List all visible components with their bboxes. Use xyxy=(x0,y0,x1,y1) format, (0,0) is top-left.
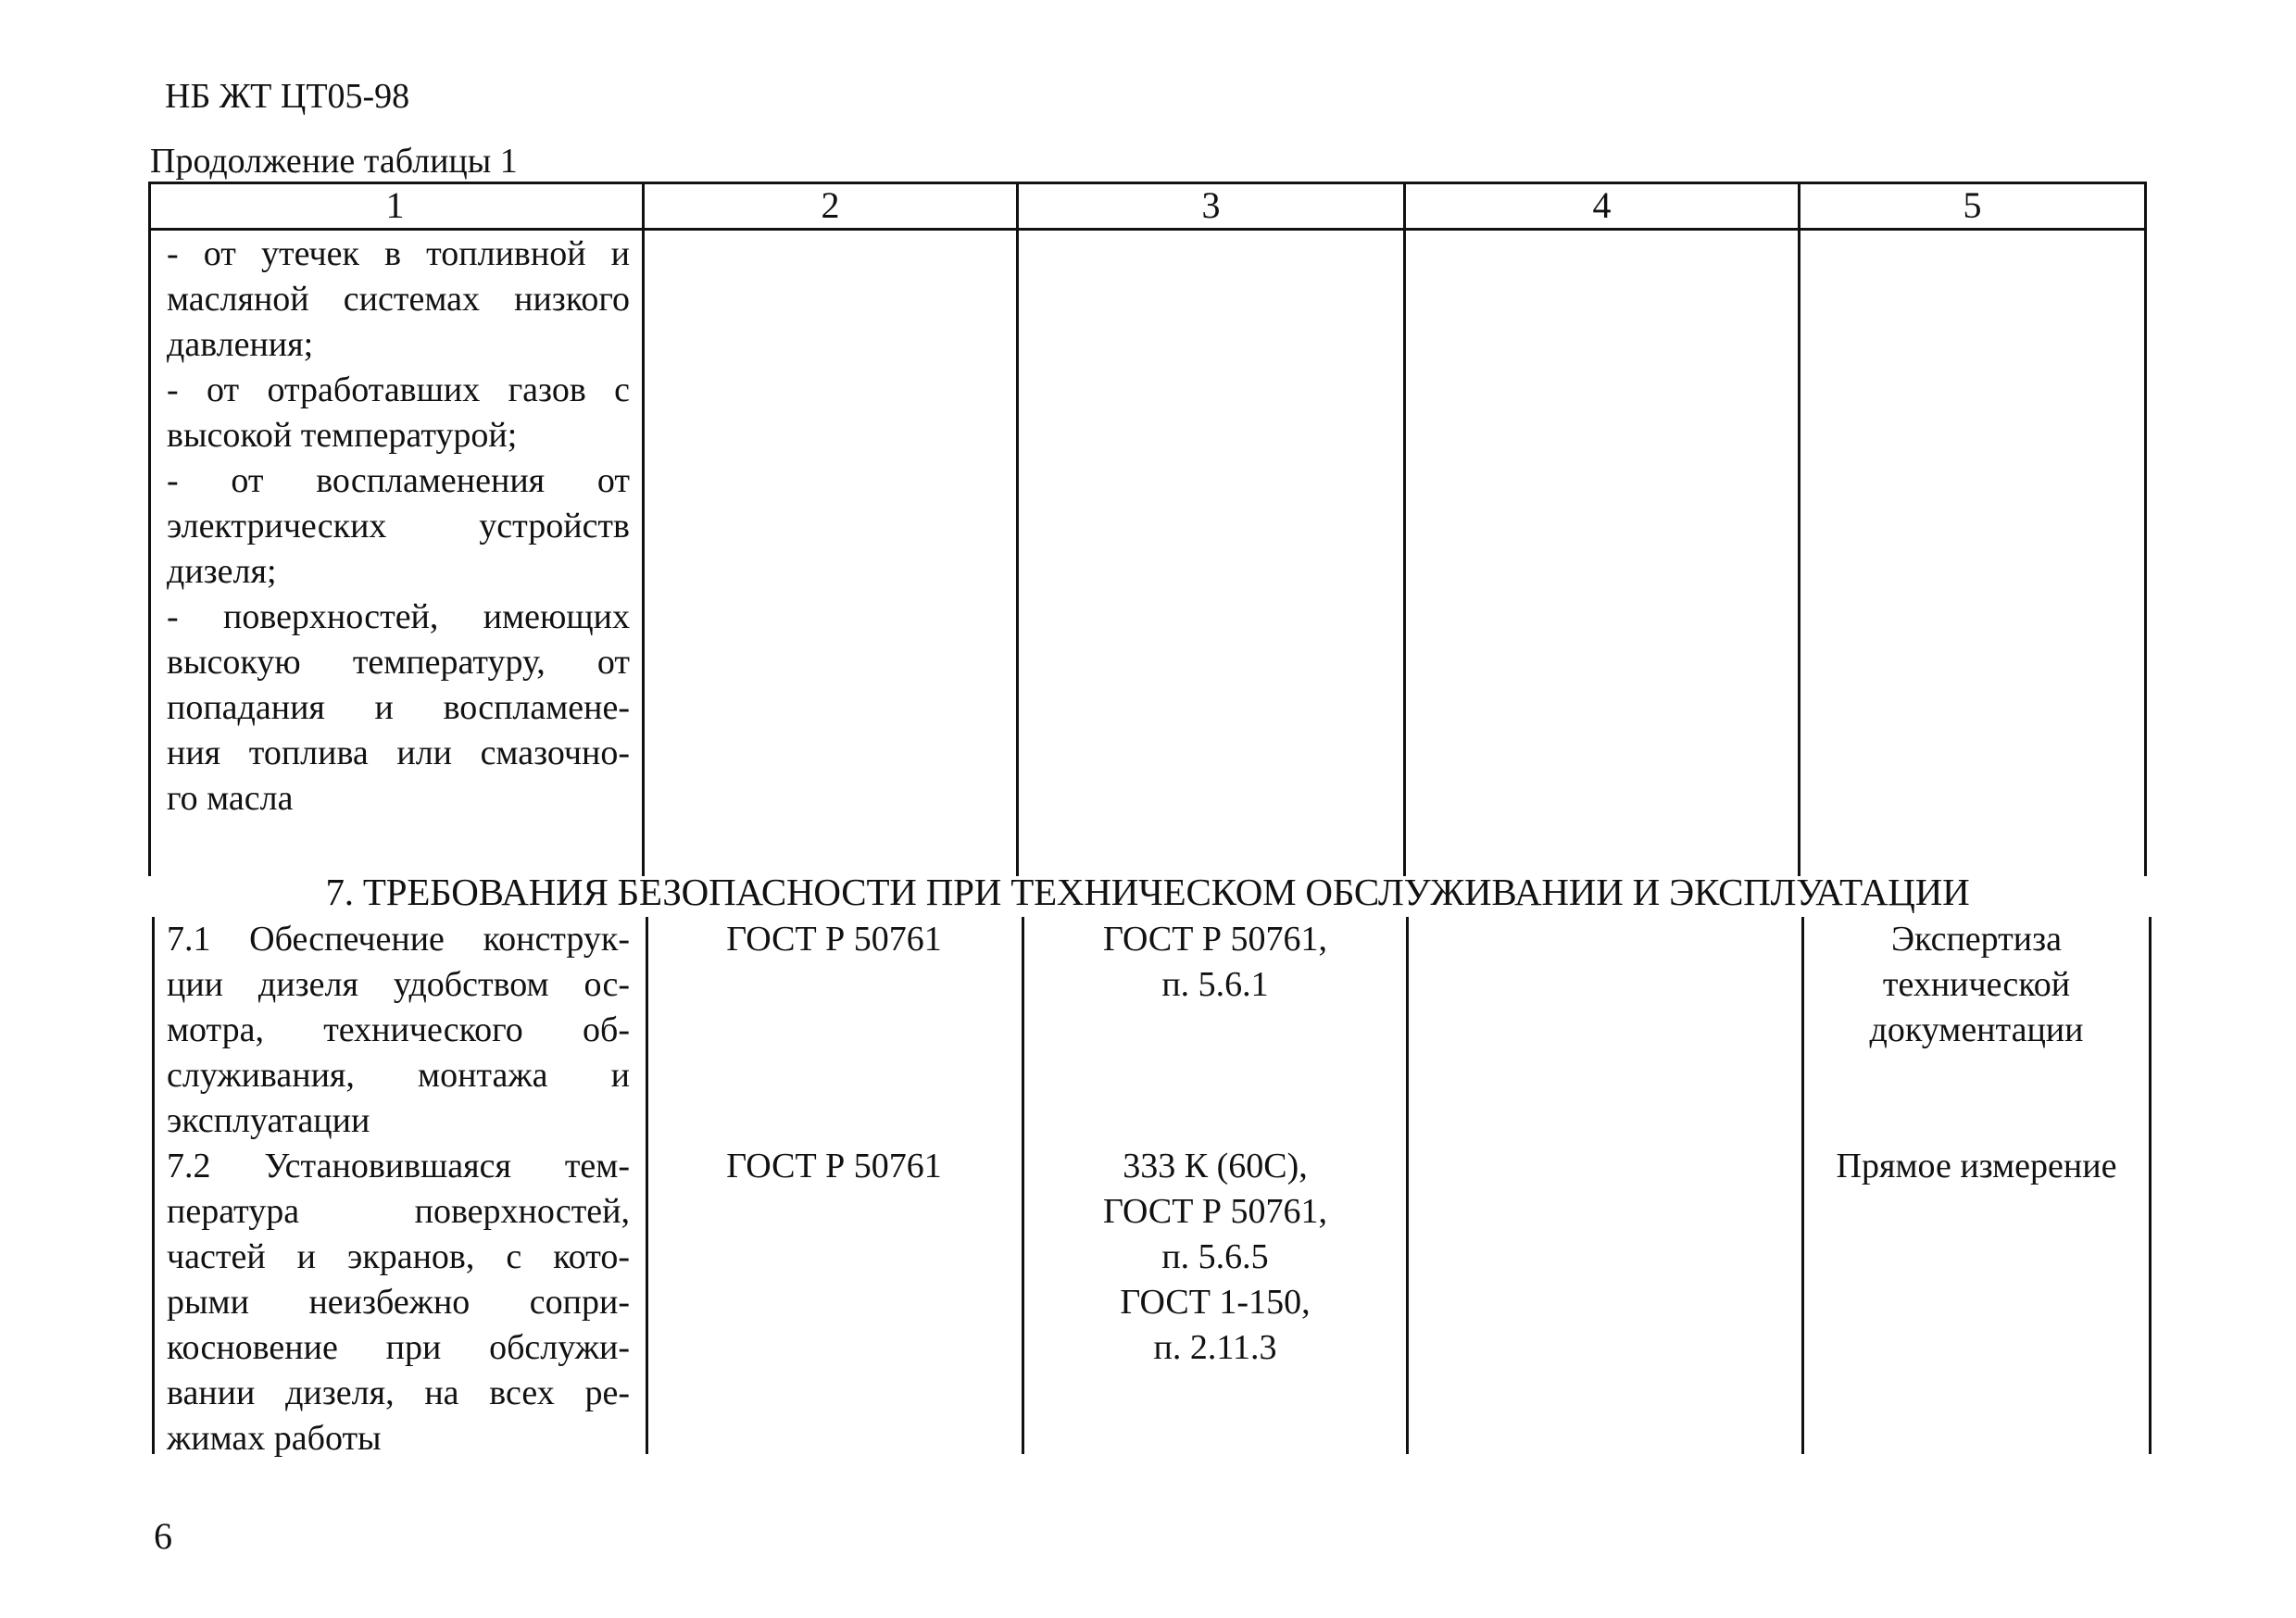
table-border-left-lower xyxy=(152,917,155,1454)
text-line: ГОСТ Р 50761, xyxy=(1102,920,1328,959)
header-bottom-rule xyxy=(148,228,2147,231)
text-line: попадания и воспламене- xyxy=(167,688,630,727)
text-line: - от отработавших газов с xyxy=(167,370,630,409)
text-line: документации xyxy=(1869,1010,2084,1049)
column-divider-3-lower xyxy=(1406,917,1409,1454)
column-divider-4-upper xyxy=(1798,182,1800,876)
requirements-table xyxy=(148,182,2147,1458)
text-line: высокую температуру, от xyxy=(167,643,630,682)
column-header-2: 2 xyxy=(821,184,840,226)
text-line: - от утечек в топливной и xyxy=(167,234,630,273)
text-line: ции дизеля удобством ос- xyxy=(167,965,630,1004)
table-caption: Продолжение таблицы 1 xyxy=(150,142,518,181)
text-line: дизеля; xyxy=(167,552,277,591)
row-7-2-col1 xyxy=(167,1144,630,1461)
text-line: го масла xyxy=(167,779,294,818)
text-line: ГОСТ Р 50761 xyxy=(726,1147,942,1185)
text-line: эксплуатации xyxy=(167,1101,370,1140)
column-divider-1-upper xyxy=(642,182,645,876)
text-line: ния топлива или смазочно- xyxy=(167,734,630,772)
text-line: п. 5.6.5 xyxy=(1161,1237,1269,1276)
text-line: вании дизеля, на всех ре- xyxy=(167,1373,630,1412)
text-line: служивания, монтажа и xyxy=(167,1056,630,1095)
text-line: п. 2.11.3 xyxy=(1153,1328,1277,1367)
row-7-2-col2 xyxy=(648,1144,1020,1189)
text-line: ГОСТ Р 50761 xyxy=(726,920,942,959)
text-line: ГОСТ Р 50761, xyxy=(1102,1192,1328,1231)
section-heading: 7. ТРЕБОВАНИЯ БЕЗОПАСНОСТИ ПРИ ТЕХНИЧЕСКОМ ОБСЛУЖИВАНИИ И ЭКСПЛУАТАЦИИ xyxy=(325,871,1970,913)
row-7-2-col3 xyxy=(1024,1144,1406,1371)
column-header-1: 1 xyxy=(385,184,405,226)
text-line: мотра, технического об- xyxy=(167,1010,630,1049)
text-line: косновение при обслужи- xyxy=(167,1328,630,1367)
text-line: частей и экранов, с кото- xyxy=(167,1237,630,1276)
text-line: Прямое измерение xyxy=(1836,1147,2117,1185)
text-line: - поверхностей, имеющих xyxy=(167,597,630,636)
row-7-1-col3 xyxy=(1024,917,1406,1008)
text-line: пература поверхностей, xyxy=(167,1192,630,1231)
row-7-1-col5 xyxy=(1804,917,2149,1053)
column-header-3: 3 xyxy=(1201,184,1221,226)
column-divider-2-upper xyxy=(1016,182,1019,876)
row-7-1-col1 xyxy=(167,917,630,1144)
row-7-1-col2 xyxy=(648,917,1020,962)
page-number: 6 xyxy=(154,1515,172,1557)
text-line: Экспертиза xyxy=(1891,920,2062,959)
text-line: 333 К (60С), xyxy=(1123,1147,1308,1185)
column-header-4: 4 xyxy=(1592,184,1612,226)
text-line: - от воспламенения от xyxy=(167,461,630,500)
text-line: давления; xyxy=(167,325,314,364)
text-line: высокой температурой; xyxy=(167,416,518,455)
text-line: электрических устройств xyxy=(167,507,630,546)
row-7-2-col5 xyxy=(1804,1144,2149,1189)
continued-row-col1 xyxy=(167,232,630,822)
text-line: п. 5.6.1 xyxy=(1161,965,1269,1004)
table-border-left-upper xyxy=(148,182,151,876)
table-border-right-upper xyxy=(2144,182,2147,876)
column-header-5: 5 xyxy=(1963,184,1982,226)
table-border-right-lower xyxy=(2149,917,2152,1454)
text-line: 7.2 Установившаяся тем- xyxy=(167,1147,630,1185)
document-code: НБ ЖТ ЦТ05-98 xyxy=(165,77,410,116)
text-line: рыми неизбежно сопри- xyxy=(167,1283,630,1322)
text-line: 7.1 Обеспечение конструк- xyxy=(167,920,630,959)
text-line: ГОСТ 1-150, xyxy=(1120,1283,1311,1322)
text-line: масляной системах низкого xyxy=(167,280,630,319)
text-line: технической xyxy=(1882,965,2071,1004)
text-line: жимах работы xyxy=(167,1419,382,1458)
column-divider-3-upper xyxy=(1403,182,1406,876)
